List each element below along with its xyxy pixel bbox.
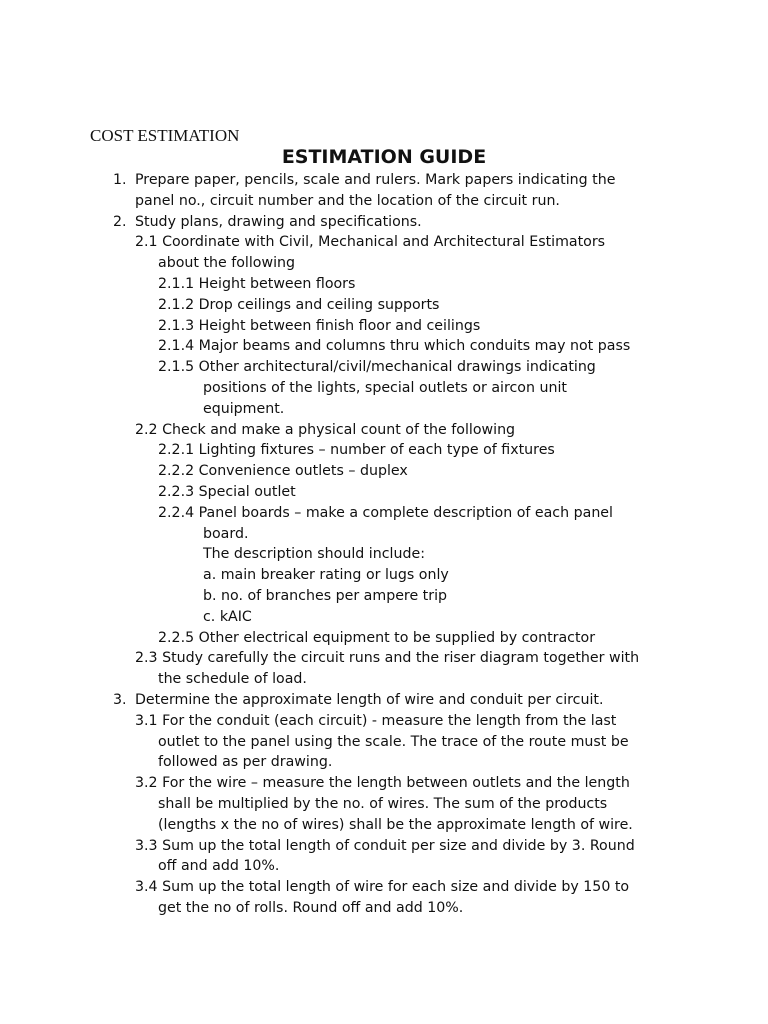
body-line: (lengths x the no of wires) shall be the approximate length of wire.	[158, 816, 633, 833]
document-title: ESTIMATION GUIDE	[281, 146, 487, 168]
body-line: b. no. of branches per ampere trip	[203, 588, 448, 604]
body-line: equipment.	[203, 400, 285, 417]
body-line: 2.3 Study carefully the circuit runs and the riser diagram together with	[135, 650, 640, 667]
body-line: 2.1.2 Drop ceilings and ceiling supports	[158, 296, 440, 313]
body-line: 2.2 Check and make a physical count of the following	[135, 421, 516, 438]
body-line: 2.2.5 Other electrical equipment to be supplied by contractor	[158, 629, 596, 646]
body-line: 3.3 Sum up the total length of conduit per size and divide by 3. Round	[135, 837, 635, 854]
body-line: 2.2.1 Lighting fixtures – number of each type of fixtures	[158, 442, 555, 459]
body-line: 2.1.1 Height between floors	[158, 276, 356, 292]
body-line: board.	[203, 525, 249, 542]
list-number: 1.	[113, 172, 127, 188]
body-line: about the following	[158, 255, 296, 272]
body-line: Prepare paper, pencils, scale and rulers. Mark papers indicating the	[135, 172, 616, 188]
body-line: 2.2.4 Panel boards – make a complete description of each panel	[158, 504, 613, 521]
body-line: 2.1.3 Height between finish floor and ceilings	[158, 317, 481, 334]
body-line: 3.4 Sum up the total length of wire for each size and divide by 150 to	[135, 879, 630, 896]
list-number: 2.	[113, 213, 127, 230]
body-line: c. kAIC	[203, 608, 252, 625]
list-number: 3.	[113, 692, 127, 708]
body-line: 2.2.3 Special outlet	[158, 484, 296, 500]
body-line: 3.1 For the conduit (each circuit) - measure the length from the last	[135, 712, 617, 729]
body-line: the schedule of load.	[158, 671, 307, 688]
document-heading: COST ESTIMATION	[90, 126, 240, 145]
body-line: 2.2.2 Convenience outlets – duplex	[158, 463, 408, 480]
body-line: Determine the approximate length of wire and conduit per circuit.	[135, 692, 604, 708]
body-line: get the no of rolls. Round off and add 10%.	[158, 900, 464, 916]
body-line: positions of the lights, special outlets or aircon unit	[203, 380, 567, 396]
body-line: outlet to the panel using the scale. The trace of the route must be	[158, 733, 629, 750]
body-line: panel no., circuit number and the location of the circuit run.	[135, 192, 560, 209]
body-line: followed as per drawing.	[158, 754, 333, 771]
body-line: 3.2 For the wire – measure the length between outlets and the length	[135, 775, 630, 792]
body-line: 2.1 Coordinate with Civil, Mechanical and Architectural Estimators	[135, 234, 606, 251]
body-line: 2.1.4 Major beams and columns thru which conduits may not pass	[158, 338, 631, 355]
body-line: a. main breaker rating or lugs only	[203, 567, 449, 584]
body-line: Study plans, drawing and specifications.	[135, 213, 422, 230]
body-line: 2.1.5 Other architectural/civil/mechanical drawings indicating	[158, 359, 596, 376]
body-line: shall be multiplied by the no. of wires. The sum of the products	[158, 796, 608, 812]
body-line: off and add 10%.	[158, 858, 280, 875]
body-line: The description should include:	[203, 546, 425, 563]
